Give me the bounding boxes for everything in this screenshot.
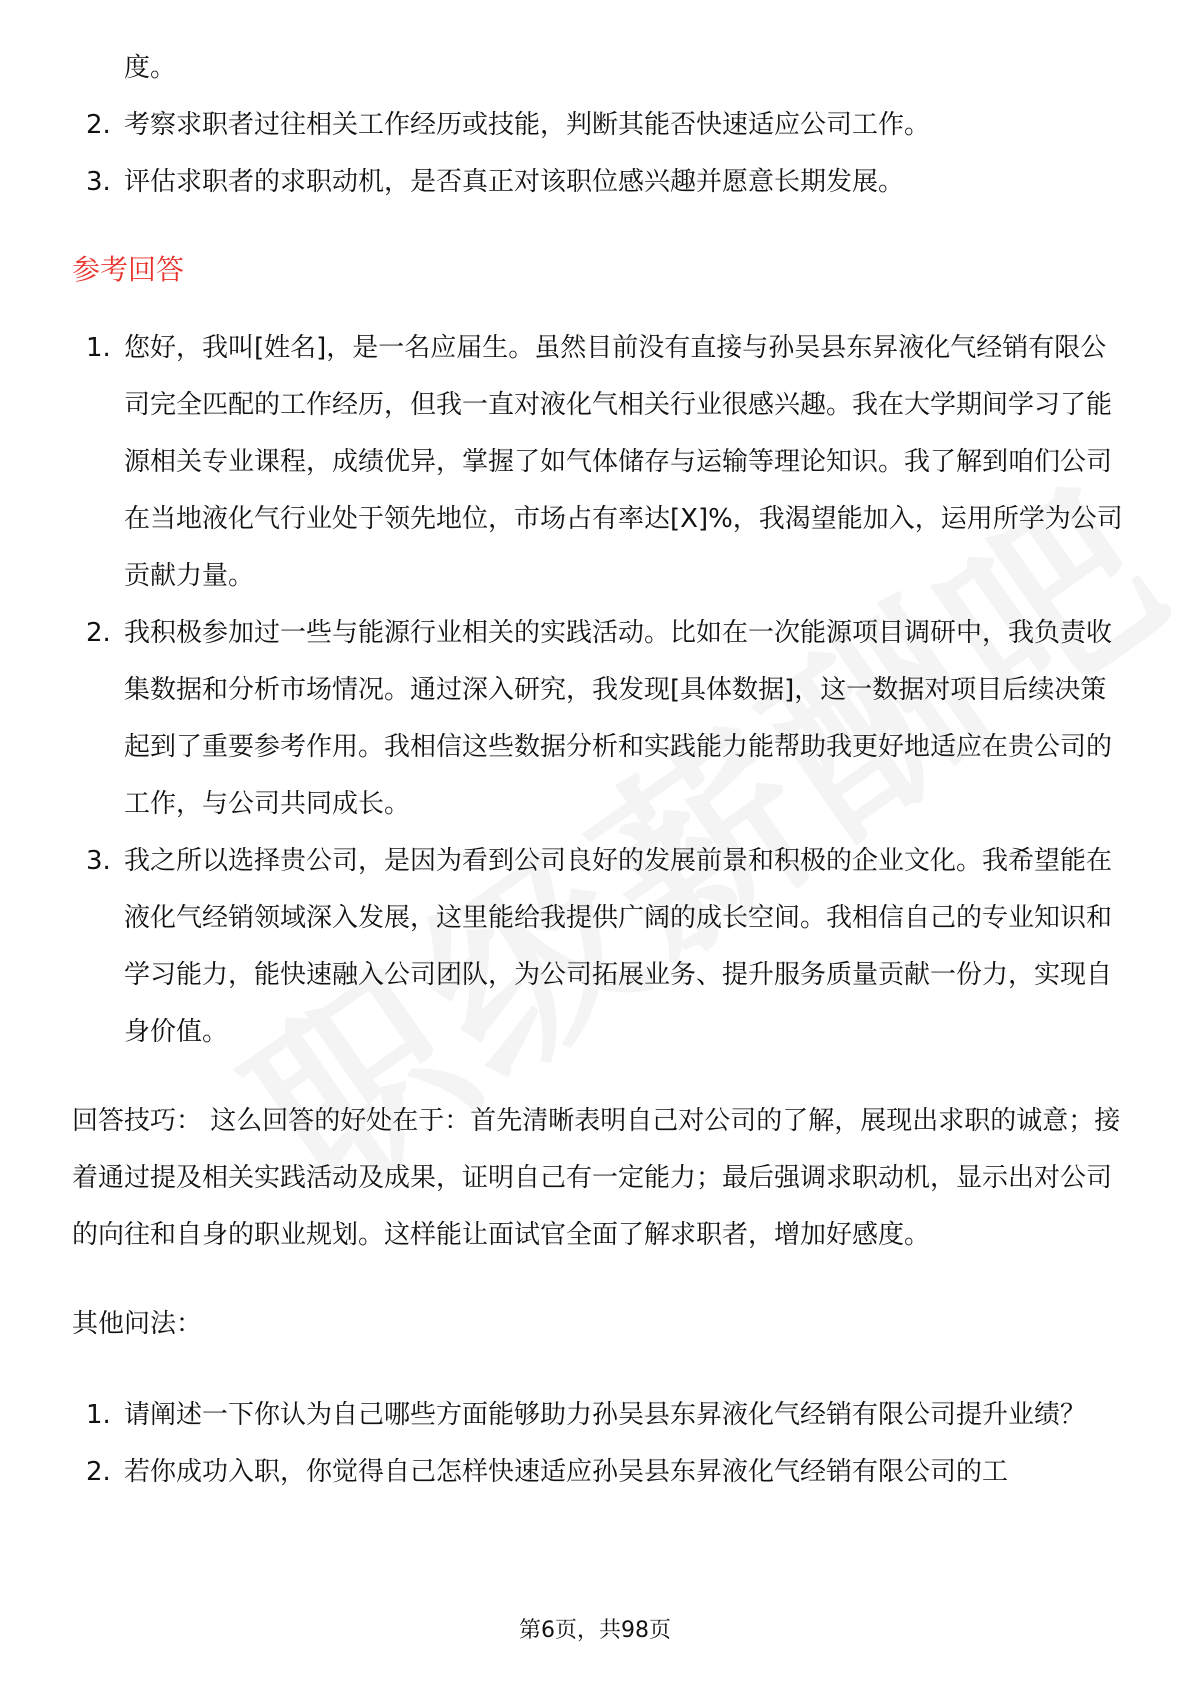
list-item (72, 1444, 1132, 1501)
list-item-text: 我之所以选择贵公司，是因为看到公司良好的发展前景和积极的企业文化。我希望能在液化气经销领域深入发展，这里能给我提供广阔的成长空间。我相信自己的专业知识和学习能力，能快速融入公司团队，为公司拓展业务、提升服务质量贡献一份力，实现自身价值。 (124, 846, 1113, 1047)
list-item-text: 您好，我叫[姓名]，是一名应届生。虽然目前没有直接与孙吴县东昇液化气经销有限公司完全匹配的工作经历，但我一直对液化气相关行业很感兴趣。我在大学期间学习了能源相关专业课程，成绩优异，掌握了如气体储存与运输等理论知识。我了解到咱们公司在当地液化气行业处于领先地位，市场占有率达[X]%，我渴望能加入，运用所学为公司贡献力量。 (124, 333, 1123, 591)
list-item-text: 评估求职者的求职动机，是否真正对该职位感兴趣并愿意长期发展。 (124, 167, 905, 197)
list-number: 2. (86, 110, 111, 140)
intro-list (72, 97, 1132, 211)
other-questions-label: 其他问法： (72, 1309, 203, 1339)
list-number: 1. (86, 1400, 111, 1430)
list-item (72, 320, 1132, 605)
document-page (72, 0, 1132, 1501)
continuation-text: 度。 (124, 53, 177, 83)
list-item-text: 我积极参加过一些与能源行业相关的实践活动。比如在一次能源项目调研中，我负责收集数据和分析市场情况。通过深入研究，我发现[具体数据]，这一数据对项目后续决策起到了重要参考作用。我相信这些数据分析和实践能力能帮助我更好地适应在贵公司的工作，与公司共同成长。 (124, 618, 1113, 819)
list-item (72, 833, 1132, 1061)
list-number: 3. (86, 167, 111, 197)
list-item (72, 154, 1132, 211)
answer-tips-paragraph: 回答技巧： 这么回答的好处在于：首先清晰表明自己对公司的了解，展现出求职的诚意；接着通过提及相关实践活动及成果，证明自己有一定能力；最后强调求职动机，显示出对公司的向往和自身的职业规划。这样能让面试官全面了解求职者，增加好感度。 (72, 1106, 1121, 1250)
list-item (72, 97, 1132, 154)
list-number: 1. (86, 333, 111, 363)
list-item-text: 若你成功入职，你觉得自己怎样快速适应孙吴县东昇液化气经销有限公司的工 (124, 1457, 1009, 1487)
answer-heading: 参考回答 (72, 253, 185, 286)
list-item-text: 请阐述一下你认为自己哪些方面能够助力孙吴县东昇液化气经销有限公司提升业绩？ (124, 1400, 1087, 1430)
list-item-text: 考察求职者过往相关工作经历或技能，判断其能否快速适应公司工作。 (124, 110, 931, 140)
answer-list (72, 320, 1132, 1061)
list-number: 2. (86, 1457, 111, 1487)
page-footer: 第6页，共98页 (519, 1618, 671, 1643)
other-questions-list (72, 1387, 1132, 1501)
list-item (72, 1387, 1132, 1444)
list-item (72, 605, 1132, 833)
list-number: 2. (86, 618, 111, 648)
list-number: 3. (86, 846, 111, 876)
